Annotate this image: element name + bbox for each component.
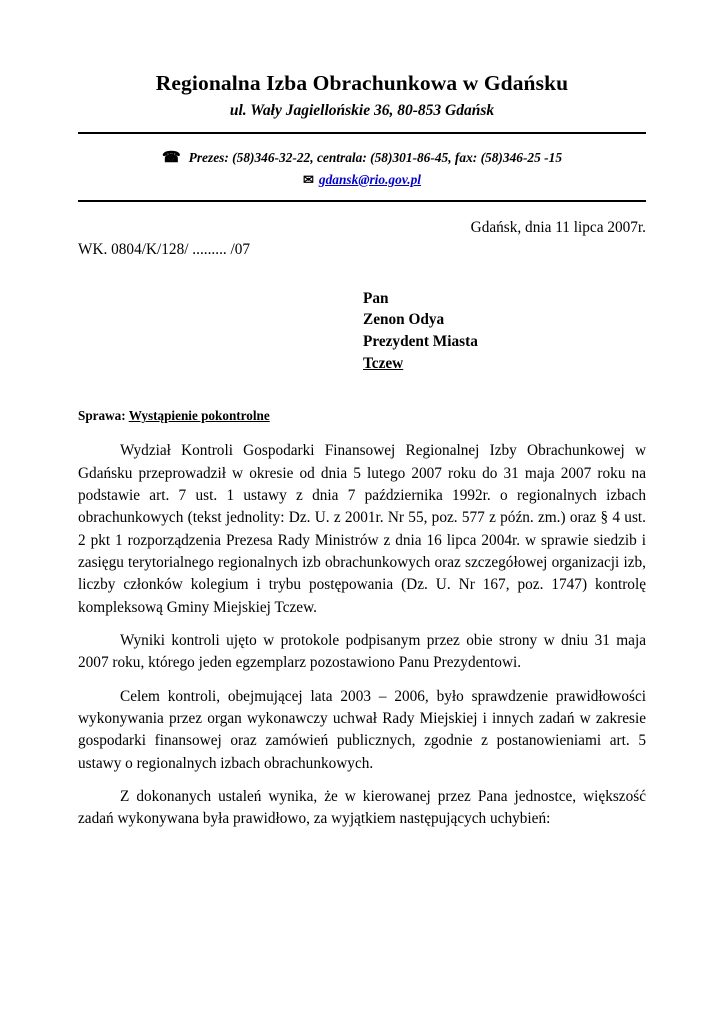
body-paragraph: Wyniki kontroli ujęto w protokole podpisanym przez obie strony w dniu 31 maja 2007 roku, którego jeden egzemplarz pozostawiono Panu Prezydentowi. (78, 632, 646, 672)
addressee-title: Prezydent Miasta (363, 333, 478, 351)
addressee-salutation: Pan (363, 289, 389, 307)
addressee-name: Zenon Odya (363, 311, 445, 329)
body-paragraph: Wydział Kontroli Gospodarki Finansowej Regionalnej Izby Obrachunkowej w Gdańsku przeprowadził w okresie od dnia 5 lutego 2007 roku do 31 maja 2007 roku na podstawie art. 7 ust. 1 ustawy z dnia 7 października 1992r. o regionalnych izbach obrachunkowych (tekst jednolity: Dz. U. z 2001r. Nr 55, poz. 577 z późn. zm.) oraz § 4 ust. 2 pkt 1 rozporządzenia Prezesa Rady Ministrów z dnia 16 lipca 2004r. w sprawie siedzib i zasięgu terytorialnego regionalnych izb obrachunkowych oraz szczegółowej organizacji izb, liczby członków kolegium i trybu postępowania (Dz. U. Nr 167, poz. 1747) kontrolę kompleksową Gminy Miejskiej Tczew. (78, 442, 646, 616)
addressee-city: Tczew (363, 354, 404, 372)
phone-contact-line (78, 147, 646, 170)
email-contact-line (78, 170, 646, 190)
phone-contact-text: Prezes: (58)346-32-22, centrala: (58)301-86-45, fax: (58)346-25 -15 (188, 150, 563, 166)
header-divider-top (78, 132, 646, 134)
body-paragraph: Z dokonanych ustaleń wynika, że w kierowanej przez Pana jednostce, większość zadań wykonywana była prawidłowo, za wyjątkiem następujących uchybień: (78, 788, 646, 828)
organization-name: Regionalna Izba Obrachunkowa w Gdańsku (155, 71, 569, 95)
subject-label: Sprawa: (78, 408, 126, 424)
header-divider-bottom (78, 200, 646, 202)
body-paragraph: Celem kontroli, obejmującej lata 2003 – 2006, było sprawdzenie prawidłowości wykonywania przez organ wykonawczy uchwał Rady Miejskiej i innych zadań w zakresie gospodarki finansowej oraz zamówień publicznych, zgodnie z postanowieniami art. 5 ustawy o regionalnych izbach obrachunkowych. (78, 687, 646, 772)
subject-line (78, 408, 646, 424)
place-and-date: Gdańsk, dnia 11 lipca 2007r. (470, 218, 646, 236)
organization-address: ul. Wały Jagiellońskie 36, 80-853 Gdańsk (229, 101, 495, 119)
document-body (78, 440, 646, 830)
contact-block (78, 147, 646, 190)
reference-number: WK. 0804/K/128/ ......... /07 (78, 240, 251, 258)
envelope-icon: ✉ (302, 171, 314, 187)
telephone-icon: ☎ (161, 150, 181, 167)
letterhead (78, 70, 646, 120)
addressee-block (363, 288, 646, 375)
subject-value: Wystąpienie pokontrolne (128, 408, 270, 424)
email-link[interactable]: gdansk@rio.gov.pl (318, 171, 422, 187)
